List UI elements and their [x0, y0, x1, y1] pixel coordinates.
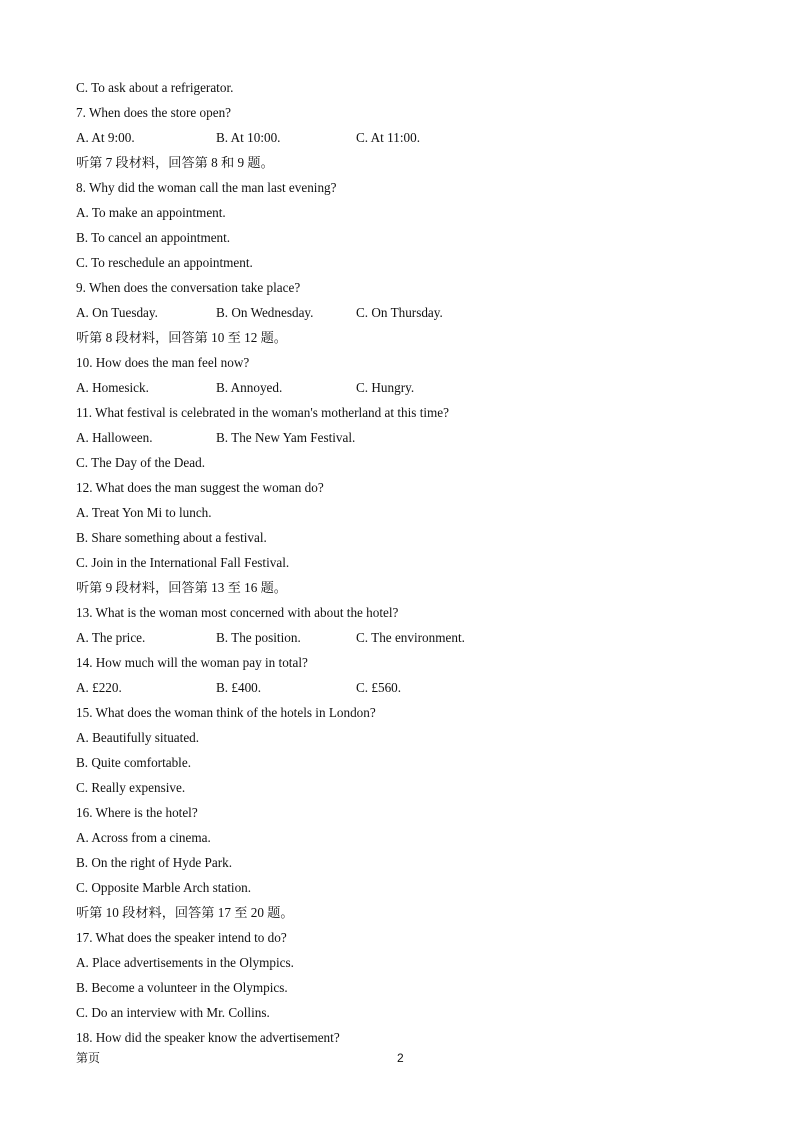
question: 7. When does the store open? — [76, 105, 232, 120]
options-row — [76, 129, 756, 154]
answer-option: B. On Wednesday. — [216, 305, 314, 320]
answer-option: C. To ask about a refrigerator. — [76, 80, 234, 95]
section-instruction: 听第 8 段材料，回答第 10 至 12 题。 — [76, 330, 287, 345]
answer-option: B. On the right of Hyde Park. — [76, 855, 233, 870]
question: 16. Where is the hotel? — [76, 805, 198, 820]
question: 18. How did the speaker know the advertisement? — [76, 1030, 340, 1045]
answer-option: B. Become a volunteer in the Olympics. — [76, 980, 288, 995]
answer-option: A. The price. — [76, 630, 146, 645]
question: 9. When does the conversation take place? — [76, 280, 301, 295]
question: 8. Why did the woman call the man last evening? — [76, 180, 337, 195]
answer-option: B. Share something about a festival. — [76, 530, 267, 545]
answer-option: C. Do an interview with Mr. Collins. — [76, 1005, 270, 1020]
section-instruction: 听第 7 段材料，回答第 8 和 9 题。 — [76, 155, 274, 170]
section-instruction: 听第 10 段材料，回答第 17 至 20 题。 — [76, 905, 294, 920]
question: 12. What does the man suggest the woman do? — [76, 480, 324, 495]
answer-option: B. The position. — [216, 630, 301, 645]
answer-option: A. Place advertisements in the Olympics. — [76, 955, 294, 970]
answer-option: B. The New Yam Festival. — [216, 430, 356, 445]
answer-option: C. On Thursday. — [356, 305, 443, 320]
answer-option: A. Across from a cinema. — [76, 830, 211, 845]
answer-option: A. To make an appointment. — [76, 205, 226, 220]
answer-option: C. At 11:00. — [356, 130, 420, 145]
question: 13. What is the woman most concerned with about the hotel? — [76, 605, 399, 620]
options-row — [76, 629, 756, 654]
document-body — [76, 79, 756, 1054]
answer-option: C. £560. — [356, 680, 402, 695]
answer-option: A. £220. — [76, 680, 122, 695]
answer-option: B. Annoyed. — [216, 380, 283, 395]
question: 15. What does the woman think of the hotels in London? — [76, 705, 376, 720]
options-row — [76, 429, 756, 454]
answer-option: A. Beautifully situated. — [76, 730, 200, 745]
answer-option: C. The environment. — [356, 630, 465, 645]
answer-option: B. Quite comfortable. — [76, 755, 191, 770]
answer-option: C. To reschedule an appointment. — [76, 255, 253, 270]
answer-option: A. Treat Yon Mi to lunch. — [76, 505, 212, 520]
question: 17. What does the speaker intend to do? — [76, 930, 287, 945]
answer-option: B. To cancel an appointment. — [76, 230, 231, 245]
answer-option: B. £400. — [216, 680, 262, 695]
options-row — [76, 304, 756, 329]
question: 10. How does the man feel now? — [76, 355, 250, 370]
answer-option: C. Join in the International Fall Festival. — [76, 555, 290, 570]
question: 11. What festival is celebrated in the woman's motherland at this time? — [76, 405, 449, 420]
answer-option: B. At 10:00. — [216, 130, 281, 145]
answer-option: C. Hungry. — [356, 380, 415, 395]
options-row — [76, 679, 756, 704]
answer-option: C. Really expensive. — [76, 780, 186, 795]
answer-option: A. On Tuesday. — [76, 305, 158, 320]
answer-option: C. The Day of the Dead. — [76, 455, 206, 470]
section-instruction: 听第 9 段材料，回答第 13 至 16 题。 — [76, 580, 287, 595]
page-number: 2 — [397, 1051, 404, 1065]
options-row — [76, 379, 756, 404]
answer-option: A. At 9:00. — [76, 130, 135, 145]
question: 14. How much will the woman pay in total? — [76, 655, 308, 670]
footer-label: 第页 — [76, 1051, 101, 1065]
answer-option: A. Halloween. — [76, 430, 153, 445]
answer-option: A. Homesick. — [76, 380, 149, 395]
answer-option: C. Opposite Marble Arch station. — [76, 880, 252, 895]
